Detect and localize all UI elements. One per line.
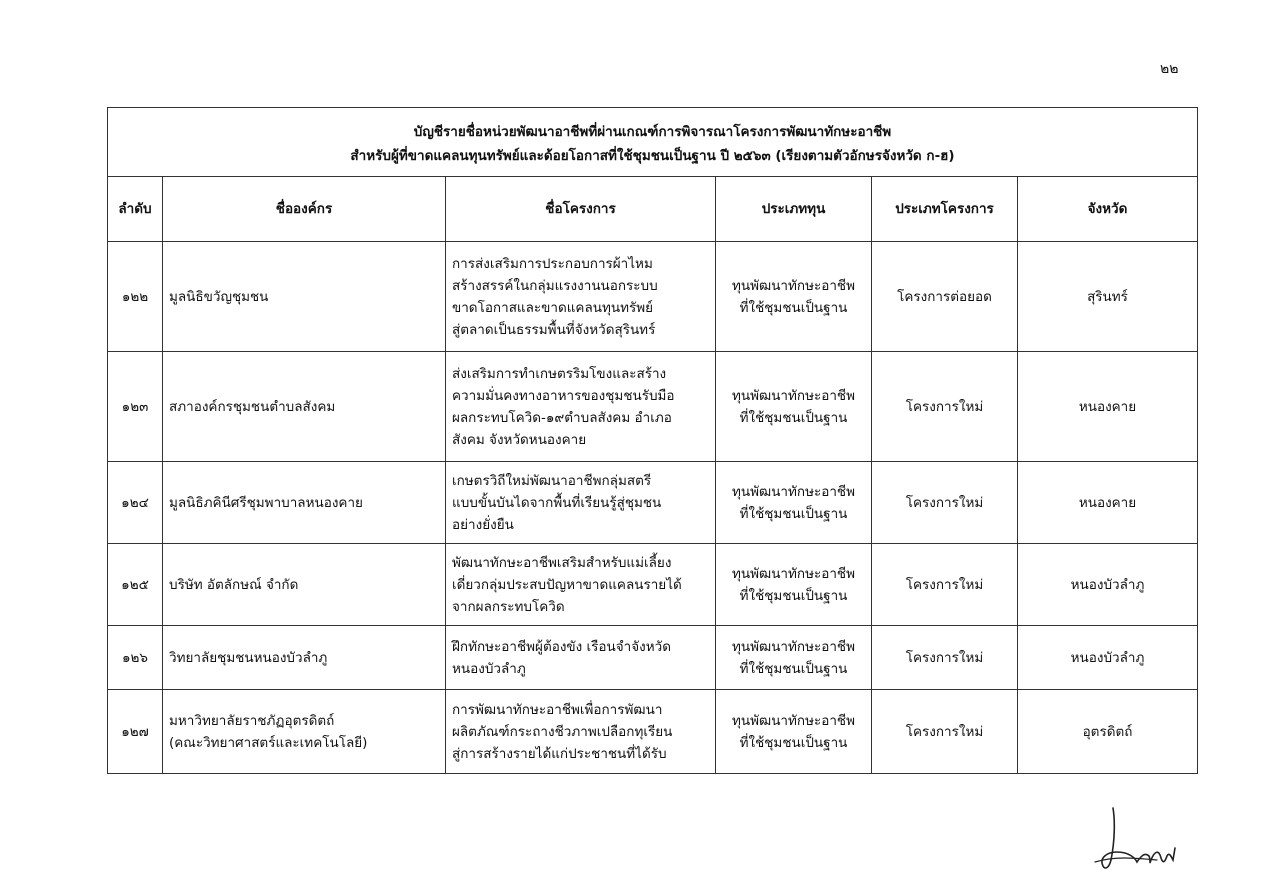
province: หนองคาย: [1018, 352, 1198, 462]
project-type: โครงการต่อยอด: [872, 242, 1018, 352]
fund-type: [716, 690, 872, 774]
organization-name-line: บริษัท อัตลักษณ์ จำกัด: [169, 576, 299, 593]
fund-type-line: ทุนพัฒนาทักษะอาชีพ: [731, 565, 855, 582]
table-row: [108, 242, 1198, 352]
table-row: [108, 626, 1198, 690]
header-project: ชื่อโครงการ: [446, 177, 716, 242]
project-name-line: ความมั่นคงทางอาหารของชุมชนรับมือ: [452, 387, 675, 404]
project-type: โครงการใหม่: [872, 352, 1018, 462]
title-line-2: สำหรับผู้ที่ขาดแคลนทุนทรัพย์และด้อยโอกาสที่ใช้ชุมชนเป็นฐาน ปี ๒๕๖๓ (เรียงตามตัวอักษรจังหวัด ก-ฮ): [350, 148, 955, 164]
project-type: โครงการใหม่: [872, 690, 1018, 774]
organization-name-line: มหาวิทยาลัยราชภัฏอุตรดิตถ์: [169, 712, 335, 729]
row-number: ๑๒๕: [108, 544, 163, 626]
fund-type: [716, 544, 872, 626]
fund-type: [716, 352, 872, 462]
organization-name-line: วิทยาลัยชุมชนหนองบัวลำภู: [169, 649, 328, 666]
fund-type-line: ที่ใช้ชุมชนเป็นฐาน: [739, 660, 848, 677]
project-name-line: อย่างยั่งยืน: [452, 516, 514, 533]
organization-name-line: (คณะวิทยาศาสตร์และเทคโนโลยี): [169, 734, 368, 751]
project-name-line: เกษตรวิถีใหม่พัฒนาอาชีพกลุ่มสตรี: [452, 472, 652, 489]
table-title: [108, 108, 1198, 177]
project-name: [446, 352, 716, 462]
organization-name: [163, 462, 446, 544]
project-name-line: ส่งเสริมการทำเกษตรริมโขงและสร้าง: [452, 365, 667, 382]
project-name-line: แบบขั้นบันไดจากพื้นที่เรียนรู้สู่ชุมชน: [452, 494, 662, 511]
project-type: โครงการใหม่: [872, 462, 1018, 544]
fund-type: [716, 242, 872, 352]
project-name-line: พัฒนาทักษะอาชีพเสริมสำหรับแม่เลี้ยง: [452, 554, 672, 571]
project-name-line: หนองบัวลำภู: [452, 660, 526, 677]
organization-name-line: มูลนิธิภคินีศรีชุมพาบาลหนองคาย: [169, 494, 363, 511]
project-name-line: สู่การสร้างรายได้แก่ประชาชนที่ได้รับ: [452, 745, 667, 762]
project-name-line: จากผลกระทบโควิด: [452, 598, 565, 615]
project-name-line: ผลิตภัณฑ์กระถางชีวภาพเปลือกทุเรียน: [452, 723, 673, 740]
province: หนองบัวลำภู: [1018, 544, 1198, 626]
province: หนองคาย: [1018, 462, 1198, 544]
organization-name: [163, 242, 446, 352]
project-list-table: [107, 107, 1198, 774]
fund-type: [716, 462, 872, 544]
fund-type-line: ทุนพัฒนาทักษะอาชีพ: [731, 387, 855, 404]
table-row: [108, 544, 1198, 626]
table-row: [108, 690, 1198, 774]
project-name-line: เดี่ยวกลุ่มประสบปัญหาขาดแคลนรายได้: [452, 576, 682, 593]
project-name: [446, 462, 716, 544]
fund-type-line: ที่ใช้ชุมชนเป็นฐาน: [739, 505, 848, 522]
organization-name: [163, 352, 446, 462]
header-org: ชื่อองค์กร: [163, 177, 446, 242]
fund-type-line: ทุนพัฒนาทักษะอาชีพ: [731, 277, 855, 294]
row-number: ๑๒๒: [108, 242, 163, 352]
project-type: โครงการใหม่: [872, 544, 1018, 626]
project-name-line: ฝึกทักษะอาชีพผู้ต้องขัง เรือนจำจังหวัด: [452, 638, 671, 655]
row-number: ๑๒๓: [108, 352, 163, 462]
project-name: [446, 626, 716, 690]
fund-type-line: ที่ใช้ชุมชนเป็นฐาน: [739, 409, 848, 426]
title-line-1: บัญชีรายชื่อหน่วยพัฒนาอาชีพที่ผ่านเกณฑ์การพิจารณาโครงการพัฒนาทักษะอาชีพ: [413, 124, 892, 140]
organization-name: [163, 626, 446, 690]
province: หนองบัวลำภู: [1018, 626, 1198, 690]
project-name-line: ขาดโอกาสและขาดแคลนทุนทรัพย์: [452, 299, 654, 316]
project-name-line: สร้างสรรค์ในกลุ่มแรงงานนอกระบบ: [452, 277, 658, 294]
organization-name: [163, 544, 446, 626]
fund-type-line: ทุนพัฒนาทักษะอาชีพ: [731, 638, 855, 655]
fund-type-line: ที่ใช้ชุมชนเป็นฐาน: [739, 587, 848, 604]
organization-name-line: มูลนิธิขวัญชุมชน: [169, 288, 269, 305]
project-name: [446, 242, 716, 352]
table-header-row: [108, 177, 1198, 242]
fund-type-line: ที่ใช้ชุมชนเป็นฐาน: [739, 734, 848, 751]
page-number: ๒๒: [1160, 61, 1179, 77]
table-row: [108, 462, 1198, 544]
project-name: [446, 544, 716, 626]
fund-type: [716, 626, 872, 690]
table-row: [108, 352, 1198, 462]
project-name-line: สู่ตลาดเป็นธรรมพื้นที่จังหวัดสุรินทร์: [452, 321, 656, 338]
project-name: [446, 690, 716, 774]
row-number: ๑๒๗: [108, 690, 163, 774]
project-name-line: สังคม จังหวัดหนองคาย: [452, 431, 587, 448]
table-title-row: [108, 108, 1198, 177]
project-name-line: ผลกระทบโควิด-๑๙ตำบลสังคม อำเภอ: [452, 409, 672, 426]
fund-type-line: ทุนพัฒนาทักษะอาชีพ: [731, 483, 855, 500]
header-no: ลำดับ: [108, 177, 163, 242]
organization-name: [163, 690, 446, 774]
header-fund-type: ประเภททุน: [716, 177, 872, 242]
signature-image: [1085, 800, 1195, 875]
project-name-line: การส่งเสริมการประกอบการผ้าไหม: [452, 255, 653, 272]
project-name-line: การพัฒนาทักษะอาชีพเพื่อการพัฒนา: [452, 701, 663, 718]
document-table-container: [107, 107, 1197, 774]
project-type: โครงการใหม่: [872, 626, 1018, 690]
row-number: ๑๒๔: [108, 462, 163, 544]
fund-type-line: ที่ใช้ชุมชนเป็นฐาน: [739, 299, 848, 316]
header-province: จังหวัด: [1018, 177, 1198, 242]
province: สุรินทร์: [1018, 242, 1198, 352]
fund-type-line: ทุนพัฒนาทักษะอาชีพ: [731, 712, 855, 729]
row-number: ๑๒๖: [108, 626, 163, 690]
table-body: [108, 242, 1198, 774]
province: อุตรดิตถ์: [1018, 690, 1198, 774]
organization-name-line: สภาองค์กรชุมชนตำบลสังคม: [169, 398, 336, 415]
header-project-type: ประเภทโครงการ: [872, 177, 1018, 242]
